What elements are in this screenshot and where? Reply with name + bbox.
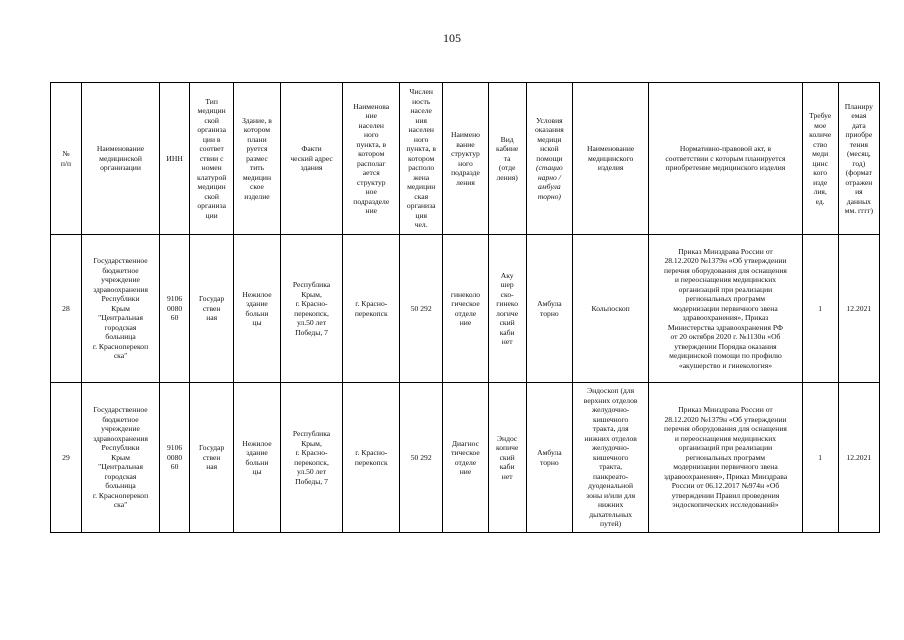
cell-address: Республика Крым, г. Красно- перекопск, ул.50 лет Победы, 7: [280, 383, 343, 533]
cell-unit: Диагнос тическое отделе ние: [443, 383, 488, 533]
cell-locality: г. Красно- перекопск: [343, 383, 400, 533]
cell-population: 50 292: [400, 235, 443, 383]
header-cabinet: Вид кабине та (отде ления): [488, 83, 526, 235]
cell-cabinet: Эндос копиче ский каби нет: [488, 383, 526, 533]
header-locality: Наименова ние населен ного пункта, в котором располаг ается структур ное подразделе ние: [343, 83, 400, 235]
cell-inn: 9106 0080 60: [160, 235, 190, 383]
header-unit: Наимено вание структур ного подразде ления: [443, 83, 488, 235]
header-date: Планиру емая дата приобре тения (месяц, год) (формат отражен ия данных мм. гггг): [838, 83, 879, 235]
header-conditions: [526, 83, 572, 235]
cell-address: Республика Крым, г. Красно- перекопск, ул.50 лет Победы, 7: [280, 235, 343, 383]
cell-unit: гинеколо гическое отделе ние: [443, 235, 488, 383]
cell-date: 12.2021: [838, 383, 879, 533]
cell-org: Государственное бюджетное учреждение здравоохранения Республики Крым "Центральная городская больница г. Красноперекоп ска": [81, 235, 159, 383]
header-conditions-italic: (стацио нарно / амбула торно): [536, 163, 563, 201]
cell-population: 50 292: [400, 383, 443, 533]
cell-date: 12.2021: [838, 235, 879, 383]
cell-conditions: Амбула торно: [526, 383, 572, 533]
header-qty: Требуе мое количе ство меди цинс кого изде лия, ед.: [802, 83, 838, 235]
header-population: Числен ность населе ния населен ного пункта, в котором располо жена медицин ская организа ция чел.: [400, 83, 443, 235]
cell-qty: 1: [802, 235, 838, 383]
header-num: № п/п: [51, 83, 82, 235]
cell-inn: 9106 0080 60: [160, 383, 190, 533]
medical-equipment-table: [50, 82, 880, 533]
cell-org: Государственное бюджетное учреждение здравоохранения Республики Крым "Центральная городская больница г. Красноперекоп ска": [81, 383, 159, 533]
cell-device: Эндоскоп (для верхних отделов желудочно- кишечного тракта, для нижних отделов желудочно- кишечного тракта, панкреато- дуоденальной зоны и/или для нижних дыхательных путей): [573, 383, 649, 533]
cell-qty: 1: [802, 383, 838, 533]
cell-device: Кольпоскоп: [573, 235, 649, 383]
cell-conditions: Амбула торно: [526, 235, 572, 383]
header-type: Тип медицин ской организа ции в соответ ствии с номен клатурой медицин ской организа ции: [190, 83, 234, 235]
cell-cabinet: Аку шер ско- гинеко логиче ский каби нет: [488, 235, 526, 383]
header-row: [51, 83, 880, 235]
cell-building: Нежилое здание больни цы: [234, 383, 280, 533]
cell-act: Приказ Минздрава России от 28.12.2020 №1379н «Об утверждении перечня оборудования для оснащения и переоснащения медицинских организаций при реализации региональных программ модернизации первичного звена здравоохранения», Приказ Минздрава России от 06.12.2017 №974н «Об утверждении Правил проведения эндоскопических исследований»: [649, 383, 802, 533]
header-org: Наименование медицинской организации: [81, 83, 159, 235]
header-building: Здание, в котором плани руется размес тить медицин ское изделие: [234, 83, 280, 235]
page-number: 105: [443, 31, 461, 45]
table-row: [51, 383, 880, 533]
cell-type: Государ ствен ная: [190, 383, 234, 533]
cell-num: 29: [51, 383, 82, 533]
cell-num: 28: [51, 235, 82, 383]
header-inn: ИНН: [160, 83, 190, 235]
header-act: Нормативно-правовой акт, в соответствии с которым планируется приобретение медицинского изделия: [649, 83, 802, 235]
cell-type: Государ ствен ная: [190, 235, 234, 383]
cell-locality: г. Красно- перекопск: [343, 235, 400, 383]
cell-building: Нежилое здание больни цы: [234, 235, 280, 383]
cell-act: Приказ Минздрава России от 28.12.2020 №1379н «Об утверждении перечня оборудования для оснащения и переоснащения медицинских организаций при реализации региональных программ модернизации первичного звена здравоохранения», Приказ Министерства здравоохранения РФ от 20 октября 2020 г. №1130н «Об утверждении Порядка оказания медицинской помощи по профилю «акушерство и гинекология»: [649, 235, 802, 383]
table-row: [51, 235, 880, 383]
header-address: Факти ческий адрес здания: [280, 83, 343, 235]
header-device: Наименование медицинского изделия: [573, 83, 649, 235]
header-conditions-main: Условия оказания медици нской помощи: [535, 115, 564, 163]
